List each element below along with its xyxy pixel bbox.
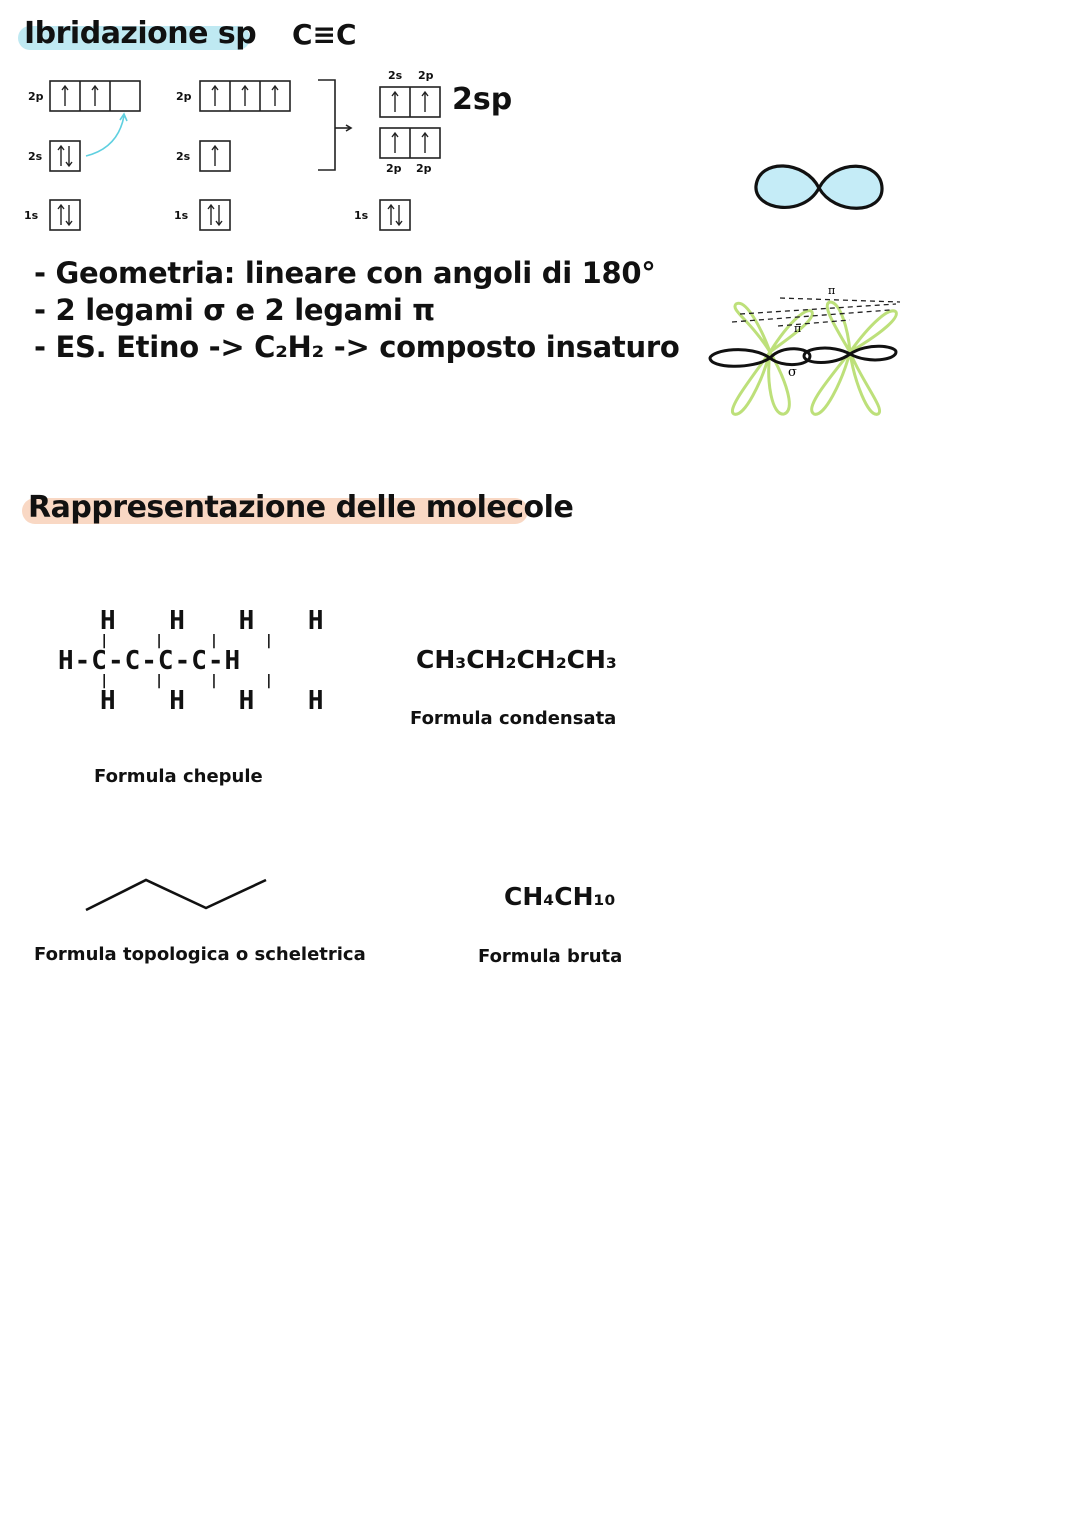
triple-bond-label: C≡C	[292, 18, 357, 51]
condensed-caption: Formula condensata	[410, 708, 617, 729]
orbital-box-ground-2s	[50, 141, 80, 171]
bracket	[318, 80, 335, 170]
topological-caption: Formula topologica o scheletrica	[34, 944, 366, 965]
label-hybrid-1s: 1s	[354, 209, 369, 222]
brute-formula: CH₄CH₁₀	[504, 882, 616, 911]
section-title-representation: Rappresentazione delle molecole	[28, 490, 574, 525]
label-excited-1s: 1s	[174, 209, 189, 222]
pi-label-top: π	[828, 284, 836, 297]
skeletal-chain	[86, 880, 266, 910]
sigma-label: σ	[788, 365, 797, 380]
label-hybrid-2s: 2s	[388, 69, 403, 82]
label-ground-1s: 1s	[24, 209, 39, 222]
label-hybrid-2p-top: 2p	[418, 69, 434, 82]
lewis-structure: H H H H | | | | H-C-C-C-C-H | | | | H H H H	[58, 606, 343, 716]
bullet-bonds: - 2 legami σ e 2 legami π	[34, 293, 435, 327]
orbital-box-ground-1s	[50, 200, 80, 230]
lewis-bottom-hydrogens: H H H H	[100, 686, 343, 716]
promotion-arrow	[86, 116, 124, 156]
sp-orbital-lobes	[756, 166, 882, 208]
label-excited-2p: 2p	[176, 90, 192, 103]
hybrid-2sp-label: 2sp	[452, 82, 513, 117]
bullet-example: - ES. Etino -> C₂H₂ -> composto insaturo	[34, 330, 680, 364]
lewis-caption: Formula chepule	[94, 766, 263, 787]
lewis-top-hydrogens: H H H H	[100, 606, 343, 636]
label-hybrid-2p-bottom-left: 2p	[386, 162, 402, 175]
orbital-box-hybrid-1s	[380, 200, 410, 230]
label-ground-2p: 2p	[28, 90, 44, 103]
orbital-diagram	[0, 0, 560, 240]
lewis-main-chain: H-C-C-C-C-H	[58, 646, 242, 676]
pi-label-mid: π	[794, 322, 802, 335]
label-excited-2s: 2s	[176, 150, 191, 163]
triple-bond-drawing	[700, 280, 910, 425]
label-ground-2s: 2s	[28, 150, 43, 163]
label-hybrid-2p-bottom-right: 2p	[416, 162, 432, 175]
brute-caption: Formula bruta	[478, 946, 623, 967]
sp-orbital-drawing	[745, 150, 895, 225]
section-title-sp: Ibridazione sp	[24, 16, 257, 51]
orbital-box-excited-1s	[200, 200, 230, 230]
condensed-formula: CH₃CH₂CH₂CH₃	[416, 645, 617, 674]
topological-formula	[80, 872, 275, 917]
bullet-geometry: - Geometria: lineare con angoli di 180°	[34, 256, 656, 290]
